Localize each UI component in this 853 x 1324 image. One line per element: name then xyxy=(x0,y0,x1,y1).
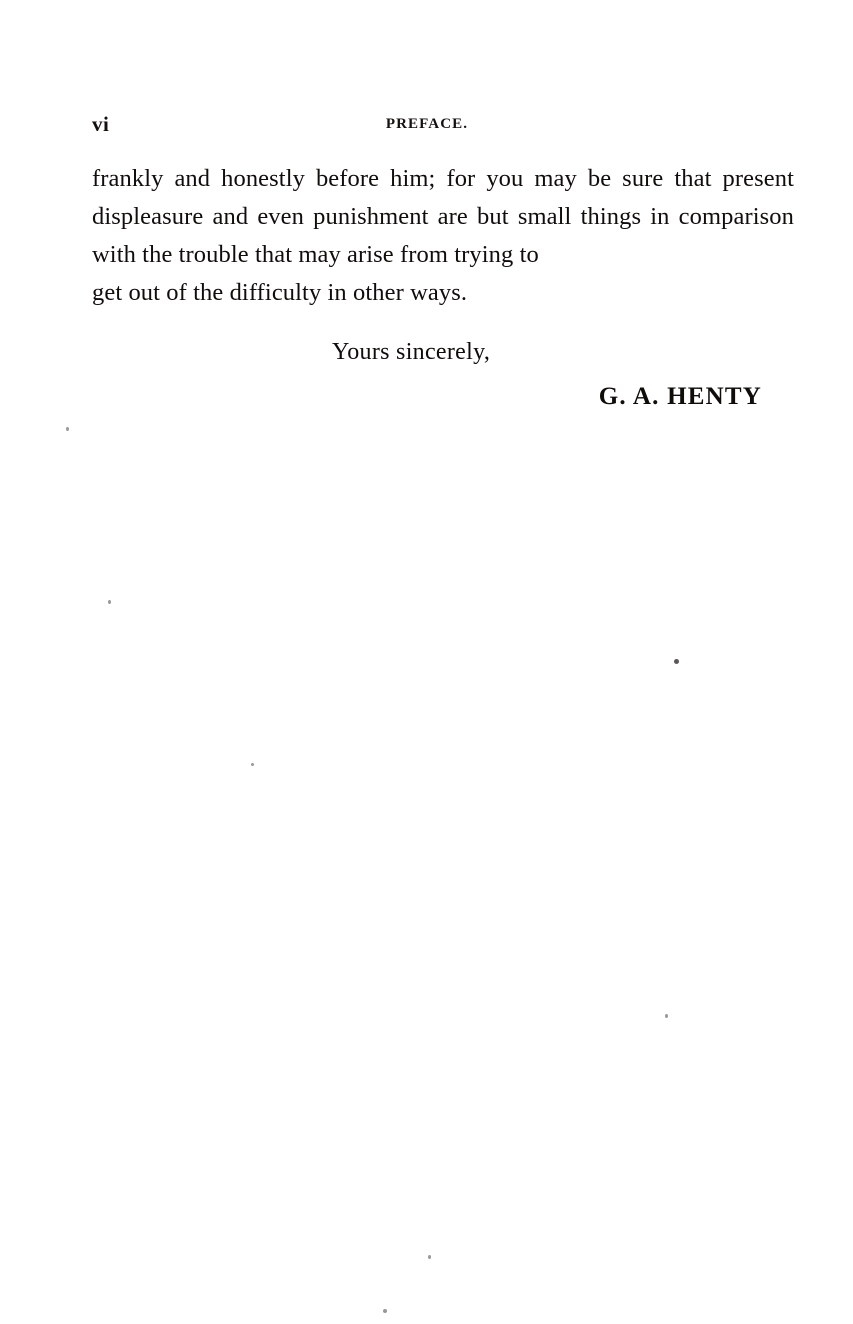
paragraph-last-line: get out of the difficulty in other ways. xyxy=(92,279,468,306)
paper-speck xyxy=(428,1255,431,1259)
paper-speck xyxy=(66,427,69,431)
signature: G. A. HENTY xyxy=(598,383,762,410)
paragraph-text: frankly and honestly before him; for you may be sure that present displeasure and even punishment are but small things in comparison with the trouble that may arise from trying to xyxy=(92,165,794,268)
paper-speck xyxy=(383,1309,387,1313)
body-text xyxy=(92,160,794,312)
paragraph xyxy=(92,160,794,312)
salutation: Yours sincerely, xyxy=(332,339,491,365)
paper-speck xyxy=(674,659,679,664)
paper-speck xyxy=(665,1014,668,1018)
paper-speck xyxy=(251,763,254,766)
running-head: PREFACE. xyxy=(385,116,469,132)
letter-closing xyxy=(92,335,794,411)
page-number: vi xyxy=(92,112,110,136)
page-header xyxy=(92,112,762,138)
paper-speck xyxy=(108,600,111,604)
